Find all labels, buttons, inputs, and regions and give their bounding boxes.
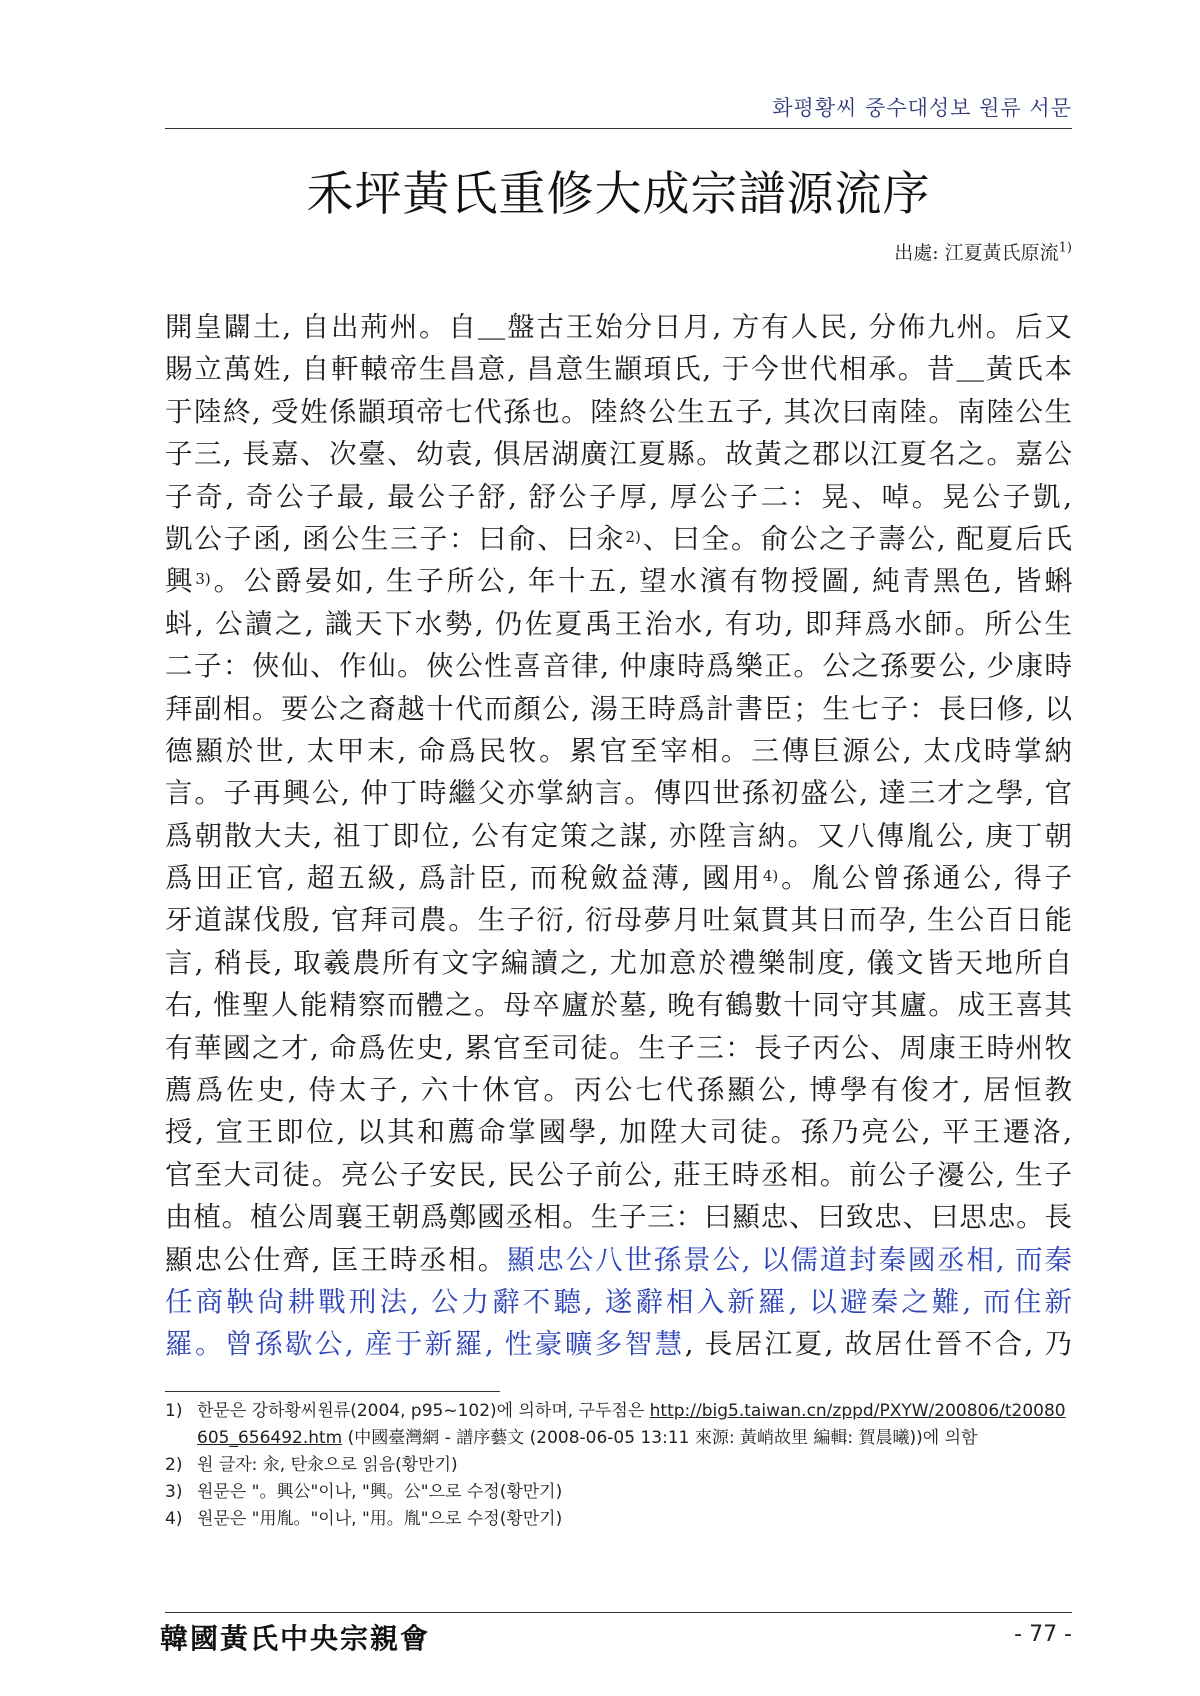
text-line: 凱公子函, 函公生三子：曰俞、曰汆$^{2)}$、曰全。俞公之子壽公, 配夏后氏 <box>165 522 1072 555</box>
footer-organization: 韓國黃氏中央宗親會 <box>160 1622 431 1655</box>
footnote-text: 원문은 "用胤。"이나, "用。胤"으로 수정(황만기) <box>197 1509 563 1529</box>
source-footnote-ref: 1) <box>1058 240 1072 256</box>
header-divider <box>165 128 1072 129</box>
text-line: 開皇闢土, 自出荊州。自＿盤古王始分日月, 方有人民, 分佈九州。后又 <box>165 311 1072 343</box>
text-line: 于陸終, 受姓係顓頊帝七代孫也。陸終公生五子, 其次曰南陸。南陸公生 <box>165 395 1072 428</box>
text-line: 羅。曾孫歇公, 産于新羅, 性豪曠多智慧, 長居江夏, 故居仕晉不合, 乃 <box>165 1328 1073 1361</box>
footer-divider <box>165 1612 1072 1613</box>
text-line: 賜立萬姓, 自軒轅帝生昌意, 昌意生顓頊氏, 于今世代相承。昔＿黃氏本 <box>165 353 1072 386</box>
text-line: 爲田正官, 超五級, 爲計臣, 而稅斂益薄, 國用$^{4)}$。胤公曾孫通公, 得子 <box>165 862 1072 895</box>
source-label: 出處: 江夏黃氏原流 <box>894 242 1059 264</box>
text-line: 有華國之才, 命爲佐史, 累官至司徒。生子三：長子丙公、周康王時州牧 <box>165 1031 1072 1064</box>
text-line: 子三, 長嘉、次臺、幼袁, 俱居湖廣江夏縣。故黃之郡以江夏名之。嘉公 <box>165 438 1072 471</box>
source-citation <box>894 238 1072 265</box>
text-line: 薦爲佐史, 侍太子, 六十休官。丙公七代孫顯公, 博學有俊才, 居恒教 <box>165 1074 1072 1107</box>
footnote-text: 원 글자: 汆, 탄汆으로 읽음(황만기) <box>197 1455 458 1475</box>
text-line: 興$^{3)}$。公爵晏如, 生子所公, 年十五, 望水濱有物授圖, 純青黑色, 皆蝌 <box>165 565 1073 598</box>
text-line: 德顯於世, 太甲末, 命爲民牧。累官至宰相。三傳巨源公, 太戊時掌納 <box>165 734 1072 767</box>
running-header: 화평황씨 중수대성보 원류 서문 <box>772 96 1072 120</box>
text-line: 由植。植公周襄王朝爲鄭國丞相。生子三：曰顯忠、曰致忠、曰思忠。長 <box>165 1201 1072 1234</box>
footnote-ref[interactable]: 4) <box>762 867 779 886</box>
footnote-number: 1) <box>165 1401 183 1421</box>
footnote-number: 3) <box>165 1482 183 1502</box>
text-line: 言。子再興公, 仲丁時繼父亦掌納言。傳四世孫初盛公, 達三才之學, 官 <box>165 777 1072 810</box>
text-line: 子奇, 奇公子最, 最公子舒, 舒公子厚, 厚公子二：晃、啅。晃公子凱, <box>165 480 1072 513</box>
text-line: 蚪, 公讀之, 識天下水勢, 仍佐夏禹王治水, 有功, 即拜爲水師。所公生 <box>165 607 1072 640</box>
footnote-number: 4) <box>165 1509 183 1529</box>
text-line: 言, 稍長, 取羲農所有文字編讀之, 尤加意於禮樂制度, 儀文皆天地所自 <box>165 946 1072 979</box>
footnote-text: 한문은 강하황씨원류(2004, p95~102)에 의하며, 구두점은 http://big5.taiwan.cn/zppd/PXYW/200806/t20080605_656492.htm (中國臺灣網 - 譜序藝文 (2008-06-05 13:11 來源: 黃峭故里 編輯: 賀晨曦))에 의함 <box>197 1401 1066 1448</box>
footnote-item <box>165 1452 1072 1479</box>
highlighted-text: 羅。曾孫歇公, 産于新羅, 性豪曠多智慧 <box>165 1328 685 1361</box>
text-line: 顯忠公仕齊, 匡王時丞相。顯忠公八世孫景公, 以儒道封秦國丞相, 而秦 <box>165 1243 1073 1276</box>
page-number: - 77 - <box>1014 1622 1072 1647</box>
text-line: 牙道謀伐殷, 官拜司農。生子衍, 衍母夢月吐氣貫其日而孕, 生公百日能 <box>165 904 1072 937</box>
text-line: 爲朝散大夫, 祖丁即位, 公有定策之謀, 亦陞言納。又八傳胤公, 庚丁朝 <box>165 819 1072 852</box>
text-line: 二子：俠仙、作仙。俠公性喜音律, 仲康時爲樂正。公之孫要公, 少康時 <box>165 650 1072 683</box>
footnote-ref[interactable]: 2) <box>625 527 641 546</box>
text-line: 右, 惟聖人能精察而體之。母卒廬於墓, 晚有鶴數十同守其廬。成王喜其 <box>165 989 1072 1022</box>
footnote-number: 2) <box>165 1455 183 1475</box>
page-title: 禾坪黃氏重修大成宗譜源流序 <box>306 167 931 222</box>
text-line: 拜副相。要公之裔越十代而顏公, 湯王時爲計書臣；生七子：長曰修, 以 <box>165 692 1072 725</box>
footnote-ref[interactable]: 3) <box>195 570 211 589</box>
footnote-item <box>165 1479 1072 1506</box>
text-line <box>165 1281 1072 1323</box>
highlighted-text: 顯忠公八世孫景公, 以儒道封秦國丞相, 而秦 <box>507 1243 1073 1276</box>
footnote-text: 원문은 "。興公"이나, "興。公"으로 수정(황만기) <box>197 1482 563 1502</box>
footnote-link[interactable]: http://big5.taiwan.cn/zppd/PXYW/200806/t20080605_656492.htm <box>197 1401 1066 1448</box>
main-text <box>165 306 1072 1366</box>
footnote-item <box>165 1398 1072 1452</box>
footnote-item <box>165 1506 1072 1533</box>
footnote-divider <box>165 1391 500 1392</box>
text-line: 官至大司徒。亮公子安民, 民公子前公, 莊王時丞相。前公子瀀公, 生子 <box>165 1158 1072 1191</box>
footnotes <box>165 1398 1072 1533</box>
text-line: 授, 宣王即位, 以其和薦命掌國學, 加陞大司徒。孫乃亮公, 平王遷洛, <box>165 1116 1072 1149</box>
highlighted-text: 任商鞅尙耕戰刑法, 公力辭不聽, 遂辭相入新羅, 以避秦之難, 而住新 <box>165 1285 1072 1318</box>
